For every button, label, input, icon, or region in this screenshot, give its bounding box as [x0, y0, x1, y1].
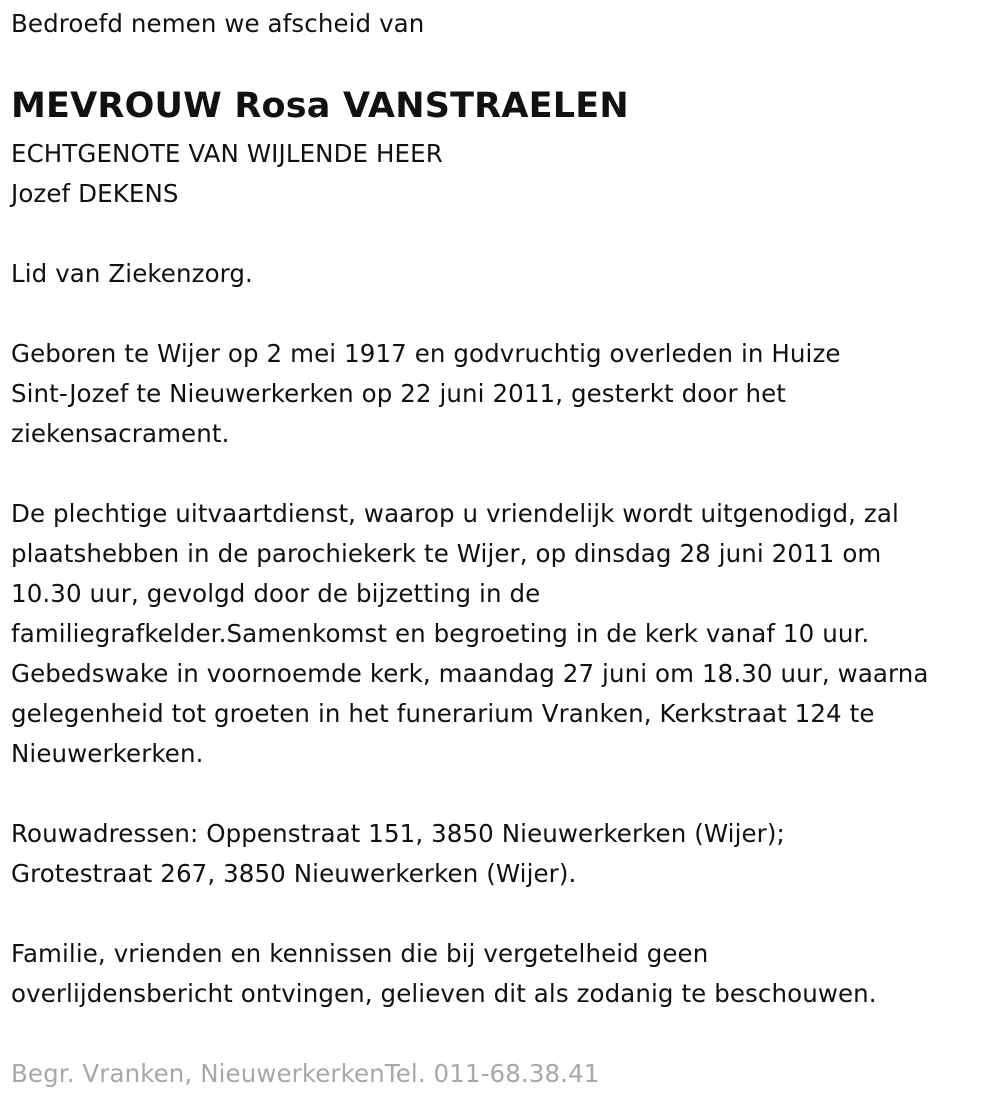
paragraph-line: Gebedswake in voornoemde kerk, maandag 27 juni om 18.30 uur, waarna	[11, 659, 929, 688]
deceased-first-name: Rosa	[234, 86, 331, 126]
paragraph-line: Grotestraat 267, 3850 Nieuwerkerken (Wijer).	[11, 859, 577, 888]
paragraph-line: Geboren te Wijer op 2 mei 1917 en godvruchtig overleden in Huize	[11, 339, 841, 368]
paragraph-line: familiegrafkelder.Samenkomst en begroeting in de kerk vanaf 10 uur.	[11, 619, 870, 648]
paragraph-line: 10.30 uur, gevolgd door de bijzetting in de	[11, 579, 541, 608]
deceased-name	[11, 81, 629, 131]
membership-text: Lid van Ziekenzorg.	[11, 259, 253, 288]
paragraph-line: De plechtige uitvaartdienst, waarop u vriendelijk wordt uitgenodigd, zal	[11, 499, 899, 528]
deceased-title-prefix: MEVROUW	[11, 86, 222, 126]
intro-text: Bedroefd nemen we afscheid van	[11, 9, 425, 38]
funeral-home-footer: Begr. Vranken, NieuwerkerkenTel. 011-68.38.41	[11, 1059, 600, 1088]
paragraph-line: plaatshebben in de parochiekerk te Wijer, op dinsdag 28 juni 2011 om	[11, 539, 882, 568]
paragraph-line: Rouwadressen: Oppenstraat 151, 3850 Nieuwerkerken (Wijer);	[11, 819, 785, 848]
spouse-name: Jozef DEKENS	[11, 179, 179, 208]
paragraph-line: ziekensacrament.	[11, 419, 230, 448]
paragraph-line: Familie, vrienden en kennissen die bij vergetelheid geen	[11, 939, 709, 968]
relation-text: ECHTGENOTE VAN WIJLENDE HEER	[11, 139, 443, 168]
paragraph-line: gelegenheid tot groeten in het funerarium Vranken, Kerkstraat 124 te	[11, 699, 875, 728]
paragraph-line: Nieuwerkerken.	[11, 739, 204, 768]
paragraph-line: Sint-Jozef te Nieuwerkerken op 22 juni 2011, gesterkt door het	[11, 379, 787, 408]
deceased-last-name: VANSTRAELEN	[343, 86, 629, 126]
paragraph-line: overlijdensbericht ontvingen, gelieven dit als zodanig te beschouwen.	[11, 979, 877, 1008]
